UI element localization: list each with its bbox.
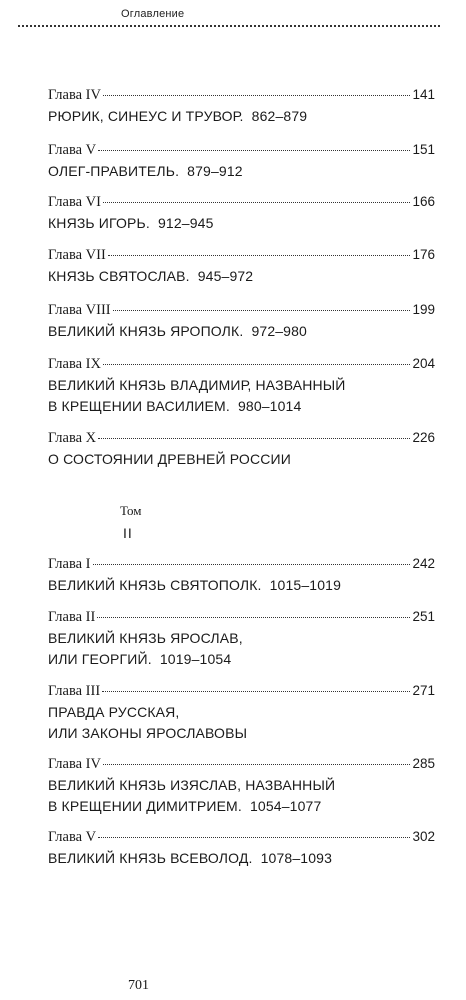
toc-entry (48, 608, 435, 670)
chapter-title-line: ОЛЕГ-ПРАВИТЕЛЬ. 879–912 (48, 163, 243, 179)
toc-entry-header (48, 246, 435, 263)
toc-entry-header (48, 355, 435, 372)
toc-entry-header (48, 301, 435, 318)
chapter-page-number: 141 (412, 87, 435, 102)
chapter-label: Глава I (48, 556, 91, 572)
chapter-page-number: 166 (412, 194, 435, 209)
chapter-title-line: В КРЕЩЕНИИ ДИМИТРИЕМ. 1054–1077 (48, 798, 322, 814)
chapter-page-number: 204 (412, 356, 435, 371)
chapter-label: Глава IV (48, 756, 101, 772)
chapter-title-line: ВЕЛИКИЙ КНЯЗЬ ЯРОПОЛК. 972–980 (48, 323, 307, 339)
toc-entry-header (48, 608, 435, 625)
toc-entry (48, 193, 435, 234)
toc-entry-header (48, 755, 435, 772)
chapter-title-line: ПРАВДА РУССКАЯ, (48, 704, 180, 720)
toc-entry-header (48, 86, 435, 103)
toc-entry-header (48, 429, 435, 446)
chapter-label: Глава VIII (48, 302, 111, 318)
toc-entry (48, 755, 435, 817)
chapter-page-number: 199 (412, 302, 435, 317)
chapter-title (48, 375, 435, 417)
toc-entry (48, 86, 435, 127)
chapter-title (48, 702, 435, 744)
dot-leader (113, 309, 411, 311)
chapter-title-line: В КРЕЩЕНИИ ВАСИЛИЕМ. 980–1014 (48, 398, 302, 414)
chapter-title-line: ИЛИ ЗАКОНЫ ЯРОСЛАВОВЫ (48, 725, 248, 741)
chapter-title-line: О СОСТОЯНИИ ДРЕВНЕЙ РОССИИ (48, 451, 291, 467)
chapter-page-number: 176 (412, 247, 435, 262)
toc-entry (48, 355, 435, 417)
dot-leader (98, 437, 410, 439)
dot-leader (103, 201, 410, 203)
chapter-page-number: 226 (412, 430, 435, 445)
toc-entry (48, 246, 435, 287)
header-dotted-rule (18, 25, 440, 27)
toc-entry-header (48, 828, 435, 845)
toc-entry (48, 555, 435, 596)
dot-leader (103, 763, 410, 765)
page-number: 701 (128, 978, 149, 993)
chapter-title (48, 775, 435, 817)
chapter-label: Глава III (48, 683, 101, 699)
running-head: Оглавление (121, 8, 185, 20)
chapter-title-line: ВЕЛИКИЙ КНЯЗЬ ВЛАДИМИР, НАЗВАННЫЙ (48, 377, 346, 393)
chapter-title (48, 106, 435, 127)
chapter-page-number: 151 (412, 142, 435, 157)
dot-leader (103, 363, 410, 365)
chapter-title-line: ВЕЛИКИЙ КНЯЗЬ ВСЕВОЛОД. 1078–1093 (48, 850, 333, 866)
chapter-label: Глава X (48, 430, 97, 446)
chapter-label: Глава V (48, 142, 97, 158)
toc-entry-header (48, 141, 435, 158)
chapter-title (48, 266, 435, 287)
chapter-title-line: КНЯЗЬ ИГОРЬ. 912–945 (48, 215, 214, 231)
chapter-label: Глава IX (48, 356, 101, 372)
chapter-title-line: РЮРИК, СИНЕУС И ТРУВОР. 862–879 (48, 108, 308, 124)
toc-entry (48, 682, 435, 744)
chapter-title (48, 628, 435, 670)
toc-entry-header (48, 193, 435, 210)
chapter-title-line: ВЕЛИКИЙ КНЯЗЬ СВЯТОПОЛК. 1015–1019 (48, 577, 342, 593)
chapter-title (48, 449, 435, 470)
dot-leader (98, 149, 410, 151)
chapter-page-number: 302 (412, 829, 435, 844)
chapter-label: Глава IV (48, 87, 101, 103)
chapter-title-line: КНЯЗЬ СВЯТОСЛАВ. 945–972 (48, 268, 254, 284)
toc-entry (48, 301, 435, 342)
toc-entry-header (48, 682, 435, 699)
dot-leader (97, 616, 410, 618)
toc-entry (48, 828, 435, 869)
dot-leader (103, 94, 410, 96)
dot-leader (102, 690, 410, 692)
chapter-title (48, 575, 435, 596)
chapter-title-line: ВЕЛИКИЙ КНЯЗЬ ЯРОСЛАВ, (48, 630, 243, 646)
toc-entry (48, 141, 435, 182)
dot-leader (93, 563, 411, 565)
chapter-title (48, 848, 435, 869)
volume-number: II (123, 525, 133, 541)
chapter-title (48, 321, 435, 342)
chapter-page-number: 285 (412, 756, 435, 771)
chapter-page-number: 251 (412, 609, 435, 624)
volume-label: Том (120, 503, 142, 518)
chapter-title (48, 213, 435, 234)
dot-leader (108, 254, 411, 256)
dot-leader (98, 836, 410, 838)
chapter-title-line: ИЛИ ГЕОРГИЙ. 1019–1054 (48, 651, 232, 667)
chapter-title-line: ВЕЛИКИЙ КНЯЗЬ ИЗЯСЛАВ, НАЗВАННЫЙ (48, 777, 336, 793)
chapter-title (48, 161, 435, 182)
chapter-label: Глава VII (48, 247, 106, 263)
chapter-label: Глава VI (48, 194, 101, 210)
chapter-page-number: 271 (412, 683, 435, 698)
toc-entry (48, 429, 435, 470)
chapter-label: Глава II (48, 609, 96, 625)
toc-entry-header (48, 555, 435, 572)
chapter-label: Глава V (48, 829, 97, 845)
chapter-page-number: 242 (412, 556, 435, 571)
